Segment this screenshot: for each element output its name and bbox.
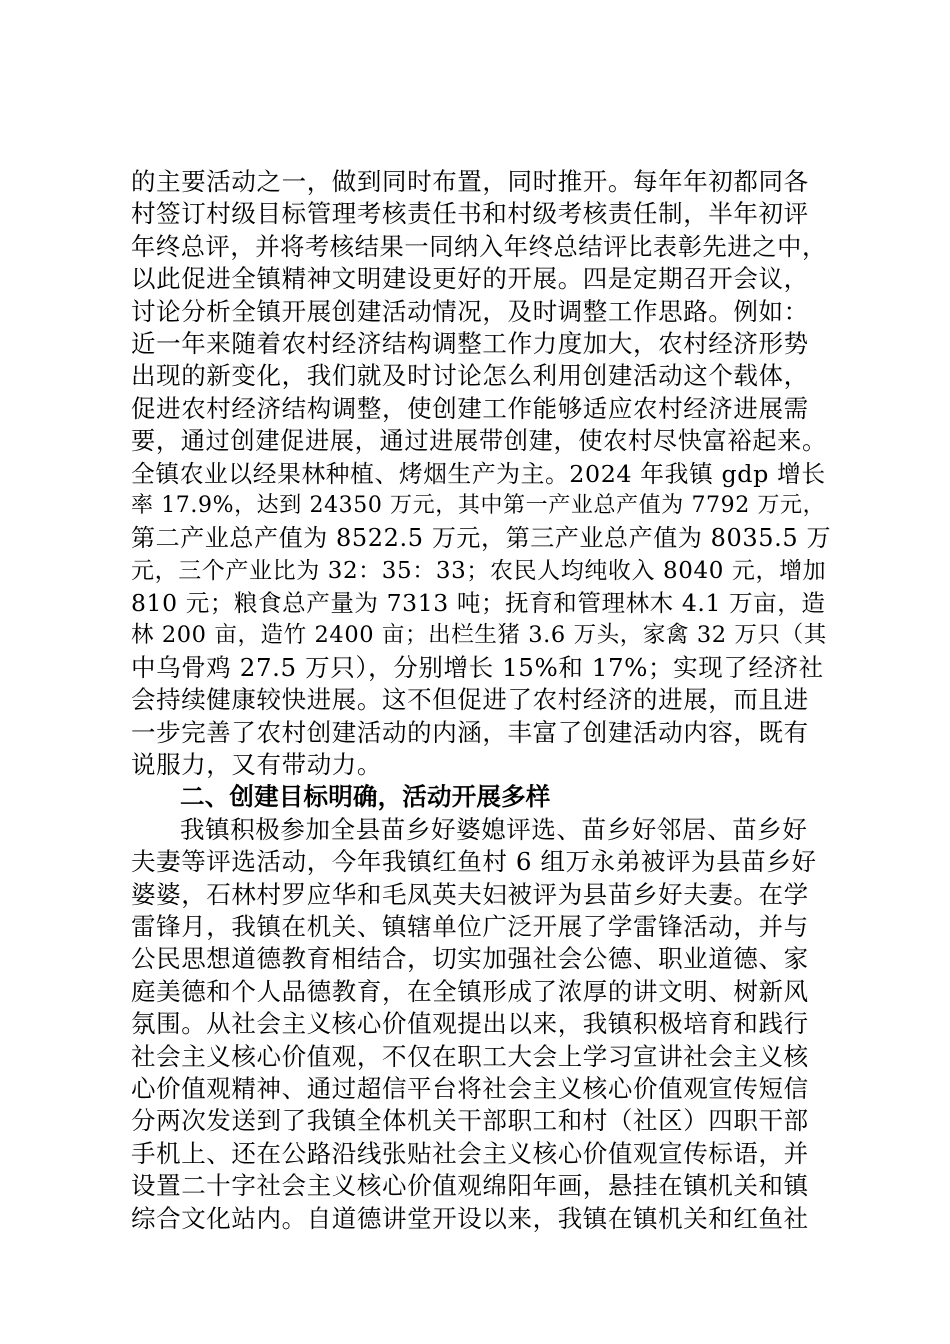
paragraph-line: 心价值观精神、通过超信平台将社会主义核心价值观宣传短信 — [131, 1073, 809, 1103]
paragraph-line: 说服力，又有带动力。 — [131, 750, 382, 780]
paragraph-line: 雷锋月，我镇在机关、镇辖单位广泛开展了学雷锋活动，并与 — [131, 911, 809, 941]
paragraph-line: 设置二十字社会主义核心价值观绵阳年画，悬挂在镇机关和镇 — [131, 1171, 809, 1201]
paragraph-line: 我镇积极参加全县苗乡好婆媳评选、苗乡好邻居、苗乡好 — [180, 814, 808, 844]
paragraph-line: 婆婆，石林村罗应华和毛凤英夫妇被评为县苗乡好夫妻。在学 — [131, 879, 809, 909]
paragraph-line: 近一年来随着农村经济结构调整工作力度加大，农村经济形势 — [131, 328, 809, 358]
paragraph-line: 氛围。从社会主义核心价值观提出以来，我镇积极培育和践行 — [131, 1009, 809, 1039]
paragraph-line: 讨论分析全镇开展创建活动情况，及时调整工作思路。例如： — [131, 296, 809, 326]
paragraph-line: 分两次发送到了我镇全体机关干部职工和村（社区）四职干部 — [131, 1106, 809, 1136]
paragraph-line: 元，三个产业比为 32：35：33；农民人均纯收入 8040 元，增加 — [131, 557, 827, 584]
paragraph-line: 公民思想道德教育相结合，切实加强社会公德、职业道德、家 — [131, 944, 809, 974]
paragraph-line: 第二产业总产值为 8522.5 万元，第三产业总产值为 8035.5 万 — [131, 524, 832, 553]
paragraph-line: 综合文化站内。自道德讲堂开设以来，我镇在镇机关和红鱼社 — [131, 1203, 809, 1233]
paragraph-line: 中乌骨鸡 27.5 万只），分别增长 15%和 17%；实现了经济社 — [131, 652, 824, 682]
paragraph-line: 手机上、还在公路沿线张贴社会主义核心价值观宣传标语，并 — [131, 1138, 809, 1168]
paragraph-line: 村签订村级目标管理考核责任书和村级考核责任制，半年初评 — [131, 199, 809, 229]
paragraph-line: 一步完善了农村创建活动的内涵，丰富了创建活动内容，既有 — [131, 717, 809, 747]
paragraph-line: 会持续健康较快进展。这不但促进了农村经济的进展，而且进 — [131, 685, 809, 715]
paragraph-line: 的主要活动之一，做到同时布置，同时推开。每年年初都同各 — [131, 167, 809, 196]
paragraph-line: 以此促进全镇精神文明建设更好的开展。四是定期召开会议， — [131, 264, 809, 294]
section-heading: 二、创建目标明确，活动开展多样 — [180, 782, 551, 812]
paragraph-line: 社会主义核心价值观，不仅在职工大会上学习宣讲社会主义核 — [131, 1041, 809, 1071]
paragraph-line: 年终总评，并将考核结果一同纳入年终总结评比表彰先进之中， — [131, 231, 827, 261]
paragraph-line: 出现的新变化，我们就及时讨论怎么利用创建活动这个载体， — [131, 361, 809, 391]
document-body — [131, 166, 831, 1235]
paragraph-line: 全镇农业以经果林种植、烤烟生产为主。2024 年我镇 gdp 增长 — [131, 459, 826, 488]
paragraph-line: 促进农村经济结构调整，使创建工作能够适应农村经济进展需 — [131, 393, 809, 423]
paragraph-line: 要，通过创建促进展，通过进展带创建，使农村尽快富裕起来。 — [131, 426, 827, 456]
paragraph-line: 810 元；粮食总产量为 7313 吨；抚育和管理林木 4.1 万亩，造 — [131, 589, 826, 618]
paragraph-line: 林 200 亩，造竹 2400 亩；出栏生猪 3.6 万头，家禽 32 万只（其 — [131, 622, 827, 649]
paragraph-line: 率 17.9%，达到 24350 万元，其中第一产业总产值为 7792 万元， — [131, 492, 826, 518]
paragraph-line: 夫妻等评选活动，今年我镇红鱼村 6 组万永弟被评为县苗乡好 — [131, 847, 817, 877]
paragraph-line: 庭美德和个人品德教育，在全镇形成了浓厚的讲文明、树新风 — [131, 976, 809, 1006]
